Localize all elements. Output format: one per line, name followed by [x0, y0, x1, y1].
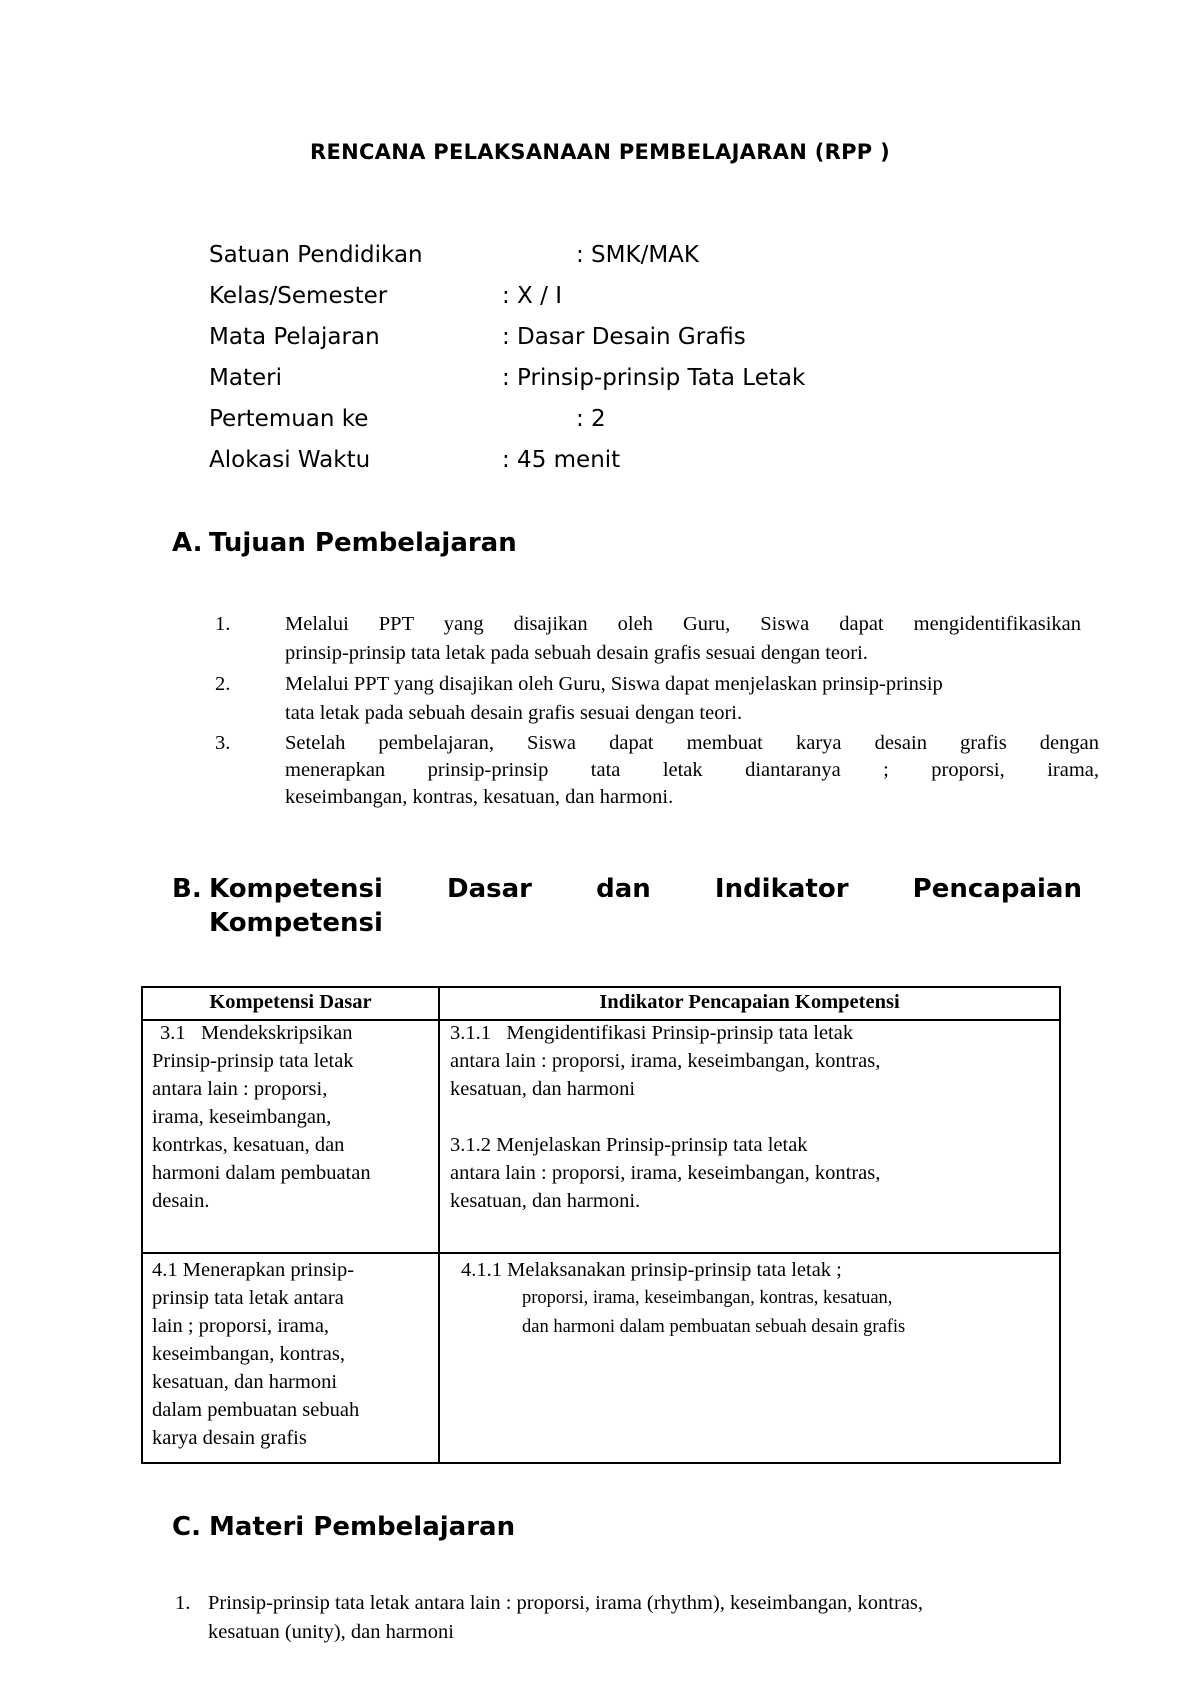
list-line: prinsip-prinsip tata letak pada sebuah desain grafis sesuai dengan teori.: [285, 642, 868, 664]
info-value: : SMK/MAK: [576, 242, 699, 268]
list-line: menerapkan prinsip-prinsip tata letak diantaranya ; proporsi, irama,: [285, 759, 1099, 781]
cell-line: antara lain : proporsi, irama, keseimbangan, kontras,: [450, 1050, 881, 1072]
heading-word: Kompetensi: [209, 908, 383, 938]
section-c-heading: [172, 1512, 515, 1542]
heading-word: dan: [596, 874, 651, 904]
list-number: 2.: [215, 673, 231, 695]
document-title: RENCANA PELAKSANAAN PEMBELAJARAN (RPP ): [309, 140, 891, 164]
heading-word: Indikator: [714, 874, 849, 904]
list-line: tata letak pada sebuah desain grafis sesuai dengan teori.: [285, 702, 743, 724]
cell-spacer: [450, 1103, 880, 1131]
cell-line: 4.1 Menerapkan prinsip-: [152, 1259, 355, 1281]
info-value: : Prinsip-prinsip Tata Letak: [502, 365, 806, 391]
cell-line: harmoni dalam pembuatan: [152, 1162, 371, 1184]
info-label: Alokasi Waktu: [209, 447, 371, 473]
list-item: [215, 610, 1081, 668]
info-label: Materi: [209, 365, 282, 391]
list-number: 1.: [175, 1592, 191, 1614]
materials-list: [175, 1589, 1085, 1647]
cell-line: antara lain : proporsi,: [152, 1078, 328, 1100]
list-line: Melalui PPT yang disajikan oleh Guru, Siswa dapat mengidentifikasikan: [285, 613, 1081, 635]
cell-line: karya desain grafis: [152, 1427, 307, 1449]
info-label: Mata Pelajaran: [209, 324, 380, 350]
list-line: keseimbangan, kontras, kesatuan, dan harmoni.: [285, 786, 674, 808]
cell-line: kesatuan, dan harmoni: [152, 1371, 338, 1393]
cell-line: proporsi, irama, keseimbangan, kontras, kesatuan,: [522, 1288, 893, 1308]
cell-line: kontrkas, kesatuan, dan: [152, 1134, 345, 1156]
table-header-cell: Kompetensi Dasar: [209, 991, 372, 1013]
section-title: Materi Pembelajaran: [209, 1512, 516, 1542]
info-value: : X / I: [502, 283, 562, 309]
section-title: Tujuan Pembelajaran: [209, 528, 517, 558]
objectives-list: [215, 610, 1099, 811]
cell-line: dan harmoni dalam pembuatan sebuah desain grafis: [522, 1317, 906, 1337]
cell-line: Prinsip-prinsip tata letak: [152, 1050, 354, 1072]
cell-line: keseimbangan, kontras,: [152, 1343, 345, 1365]
cell-line: kesatuan, dan harmoni: [450, 1078, 636, 1100]
info-label: Satuan Pendidikan: [209, 242, 423, 268]
list-item: [175, 1589, 1085, 1647]
info-value: : 45 menit: [502, 447, 621, 473]
competency-table: [141, 986, 1061, 1464]
heading-word: Dasar: [446, 874, 532, 904]
cell-line: antara lain : proporsi, irama, keseimbangan, kontras,: [450, 1162, 881, 1184]
table-cell-indicator: [450, 1019, 880, 1215]
cell-line: 3.1.2 Menjelaskan Prinsip-prinsip tata letak: [450, 1134, 808, 1156]
section-a-heading: [172, 528, 517, 558]
list-line: Melalui PPT yang disajikan oleh Guru, Siswa dapat menjelaskan prinsip-prinsip: [285, 673, 943, 695]
section-letter: A.: [172, 528, 203, 558]
info-value: : Dasar Desain Grafis: [502, 324, 746, 350]
heading-word: Pencapaian: [912, 874, 1082, 904]
section-b-heading: [172, 872, 1082, 940]
table-row-divider: [143, 1252, 1059, 1254]
list-line: kesatuan (unity), dan harmoni: [208, 1621, 454, 1643]
cell-line: lain ; proporsi, irama,: [152, 1315, 330, 1337]
table-cell-indicator: [461, 1256, 842, 1284]
cell-line: 3.1.1 Mengidentifikasi Prinsip-prinsip tata letak: [450, 1022, 854, 1044]
table-cell-indicator-detail: [522, 1284, 905, 1342]
cell-line: dalam pembuatan sebuah: [152, 1399, 360, 1421]
list-line: Prinsip-prinsip tata letak antara lain : proporsi, irama (rhythm), keseimbangan, kontras,: [208, 1592, 924, 1614]
list-number: 1.: [215, 613, 231, 635]
cell-line: 4.1.1 Melaksanakan prinsip-prinsip tata letak ;: [461, 1259, 842, 1281]
cell-line: prinsip tata letak antara: [152, 1287, 344, 1309]
section-letter: C.: [172, 1512, 201, 1542]
info-label: Kelas/Semester: [209, 283, 388, 309]
cell-line: irama, keseimbangan,: [152, 1106, 332, 1128]
section-letter: B.: [172, 874, 202, 904]
cell-line: kesatuan, dan harmoni.: [450, 1190, 641, 1212]
cell-line: desain.: [152, 1190, 210, 1212]
table-header-cell: Indikator Pencapaian Kompetensi: [599, 991, 900, 1013]
list-item: [215, 670, 1081, 728]
table-cell-kd: [152, 1019, 371, 1215]
list-item: [215, 730, 1099, 811]
table-cell-kd: [152, 1256, 359, 1452]
heading-word: Kompetensi: [209, 874, 383, 904]
list-line: Setelah pembelajaran, Siswa dapat membuat karya desain grafis dengan: [285, 732, 1099, 754]
list-number: 3.: [215, 732, 231, 754]
cell-line: 3.1 Mendekskripsikan: [160, 1022, 353, 1044]
info-value: : 2: [576, 406, 606, 432]
info-label: Pertemuan ke: [209, 406, 369, 432]
